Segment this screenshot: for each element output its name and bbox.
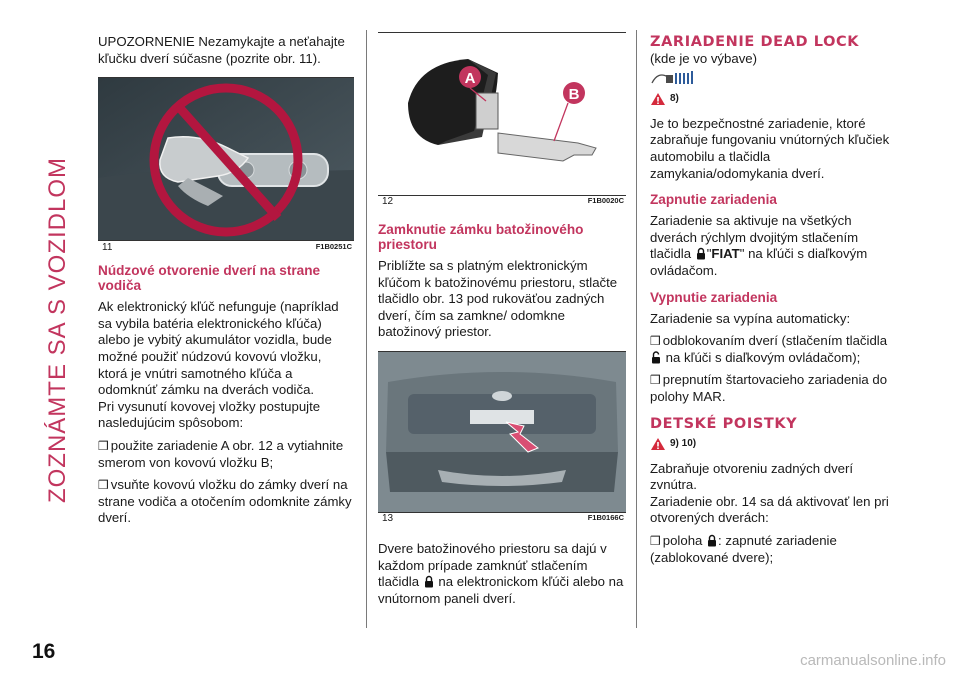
figure-12-code: F1B0020C [587, 196, 624, 206]
paragraph-activation: Zariadenie sa aktivuje na všetkých dverách rýchlym dvojitým stlačením tlačidla "FIAT" na kľúči s diaľkovým ovládačom. [650, 213, 868, 278]
paragraph-emergency-2: Pri vysunutí kovovej vložky postupujte nasledujúcim spôsobom: [98, 398, 321, 431]
unlock-icon [651, 351, 661, 364]
heading-emergency-opening: Núdzové otvorenie dverí na strane vodiča [98, 263, 321, 294]
figure-13-code: F1B0166C [587, 513, 624, 523]
warning-icon [650, 437, 666, 451]
list-item-unlock: ❒ odblokovaním dverí (stlačením tlačidla na kľúči s diaľkovým ovládačom); [650, 333, 888, 365]
key-fob-illustration [378, 33, 626, 195]
figure-11 [98, 77, 354, 253]
car-rear-illustration [378, 352, 626, 512]
column-1 [98, 34, 354, 533]
figure-12-number: 12 [382, 196, 394, 208]
paragraph-trunk-1: Priblížte sa s platným elektronickým kľúčom k batožinovému priestoru, stlačte tlačidlo obr. 13 pod rukoväťou zadných dverí, čím sa zamkne/ odomkne batožinový priestor. [378, 258, 618, 340]
bullet-box-icon: ❒ [650, 334, 661, 349]
column-divider-2 [636, 30, 637, 628]
lock-icon [707, 534, 717, 547]
warning-reference-1: 8) [650, 91, 890, 108]
list-item-2: ❒ vsuňte kovovú vložku do zámky dverí na strane vodiča a otočením odomknite zámky dverí. [98, 477, 352, 526]
page-number: 16 [32, 640, 56, 663]
column-3 [650, 34, 890, 572]
side-section-title: ZOZNÁMTE SA S VOZIDLOM [44, 156, 71, 504]
figure-12 [378, 32, 626, 208]
bullet-box-icon: ❒ [98, 478, 109, 493]
paragraph-emergency-1: Ak elektronický kľúč nefunguje (napríklad sa vybila batéria elektronického kľúča) alebo je vybitý akumulátor vozidla, bude možné použiť núdzovú kovovú vložku, ktorá je vnútri samotného kľúča a odomknúť zámku na dverách vodiča. [98, 299, 339, 398]
heading-dead-lock: ZARIADENIE DEAD LOCK [650, 34, 860, 50]
paragraph-child-locks-1: Zabraňuje otvoreniu zadných dverí zvnútra. [650, 460, 854, 493]
door-handle-prohibited-illustration [98, 78, 354, 240]
column-divider-1 [366, 30, 367, 628]
warning-icon [650, 92, 666, 106]
figure-11-code: F1B0251C [315, 241, 352, 251]
heading-trunk-lock: Zamknutie zámku batožinového priestoru [378, 222, 584, 252]
bullet-box-icon: ❒ [650, 534, 661, 549]
watermark: carmanualsonline.info [800, 652, 946, 669]
warning-reference-2: 9) 10) [650, 436, 890, 453]
list-item-1: ❒ použite zariadenie A obr. 12 a vytiahnite smerom von kovovú vložku B; [98, 437, 344, 470]
figure-11-number: 11 [102, 241, 113, 253]
bullet-box-icon: ❒ [650, 373, 661, 388]
figure-13-number: 13 [382, 513, 394, 525]
warning-intro: UPOZORNENIE Nezamykajte a neťahajte kľučku dverí súčasne (pozrite obr. 11). [98, 34, 345, 66]
heading-activation: Zapnutie zariadenia [650, 192, 777, 208]
paragraph-dead-lock: Je to bezpečnostné zariadenie, ktoré zabraňuje fungovaniu vnútorných kľučiek automobilu a tlačidla zamykania/odomykania dverí. [650, 115, 890, 181]
heading-child-locks: DETSKÉ POISTKY [650, 415, 798, 432]
list-item-ignition: ❒ prepnutím štartovacieho zariadenia do polohy MAR. [650, 372, 888, 404]
availability-note: (kde je vo výbave) [650, 50, 758, 66]
heading-deactivation: Vypnutie zariadenia [650, 289, 778, 305]
label-b: B [568, 86, 580, 103]
lock-icon [696, 247, 706, 260]
column-2 [378, 34, 626, 613]
list-item-position: ❒ poloha : zapnuté zariadenie (zablokované dvere); [650, 533, 837, 565]
paragraph-trunk-2: Dvere batožinového priestoru sa dajú v každom prípade zamknúť stlačením tlačidla na elektronickom kľúči alebo na vnútornom paneli dverí. [378, 540, 624, 606]
bullet-box-icon: ❒ [98, 438, 109, 453]
lock-icon [424, 575, 434, 588]
paragraph-child-locks-2: Zariadenie obr. 14 sa dá aktivovať len pri otvorených dverách: [650, 493, 889, 526]
figure-13 [378, 351, 626, 525]
paragraph-deactivation: Zariadenie sa vypína automaticky: [650, 310, 851, 326]
label-a: A [464, 70, 476, 87]
lock-symbol-icon [650, 69, 698, 87]
